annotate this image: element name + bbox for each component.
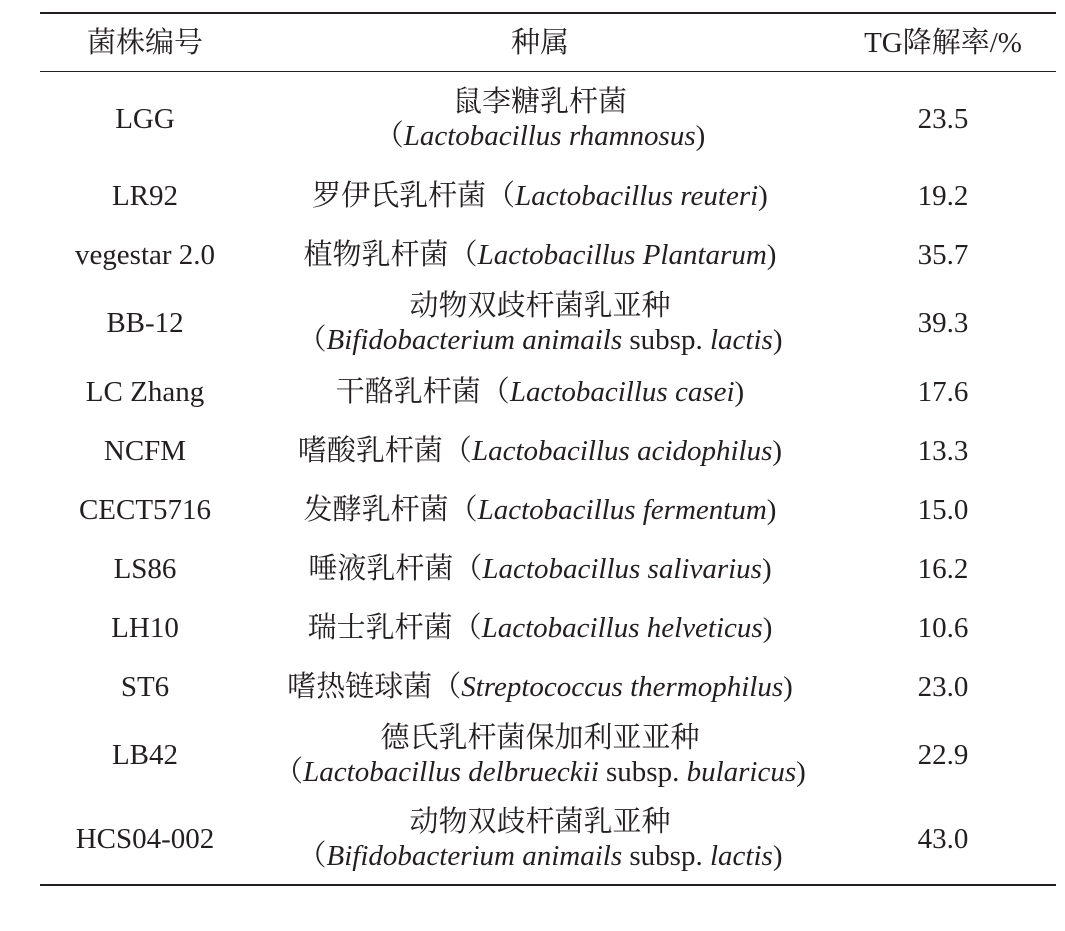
strain-id: CECT5716 bbox=[78, 493, 212, 526]
subspecies-marker: subsp. bbox=[598, 756, 687, 788]
latin-subspecies: bularicus bbox=[686, 756, 797, 788]
latin-name: Lactobacillus acidophilus bbox=[471, 434, 773, 467]
species-latin bbox=[250, 323, 830, 357]
species-chinese: 罗伊氏乳杆菌 bbox=[312, 179, 487, 212]
latin-name: Lactobacillus reuteri bbox=[515, 179, 759, 212]
latin-subspecies: lactis bbox=[709, 840, 773, 872]
species-latin bbox=[453, 612, 773, 644]
latin-name: Lactobacillus salivarius bbox=[482, 552, 762, 585]
table-row bbox=[40, 480, 1056, 539]
latin-name: Lactobacillus Plantarum bbox=[477, 238, 767, 271]
latin-name: Streptococcus thermophilus bbox=[461, 670, 784, 703]
latin-genus-species: Bifidobacterium animails bbox=[326, 840, 623, 872]
tg-rate: 39.3 bbox=[917, 307, 969, 339]
latin-name: Lactobacillus fermentum bbox=[477, 493, 767, 526]
species-latin bbox=[443, 435, 782, 467]
strain-id: LC Zhang bbox=[85, 375, 205, 408]
tg-rate: 35.7 bbox=[917, 238, 969, 271]
table-row bbox=[40, 166, 1056, 225]
subspecies-marker: subsp. bbox=[622, 840, 710, 872]
species-cell bbox=[250, 539, 830, 598]
species-chinese: 动物双歧杆菌乳亚种 bbox=[409, 806, 671, 838]
species-chinese: 德氏乳杆菌保加利亚亚种 bbox=[380, 722, 700, 754]
species-latin bbox=[481, 376, 744, 408]
species-chinese: 嗜热链球菌 bbox=[287, 670, 433, 703]
species-latin bbox=[449, 239, 777, 271]
latin-genus-species: Bifidobacterium animails bbox=[326, 324, 623, 356]
tg-rate: 23.5 bbox=[917, 103, 969, 135]
species-latin bbox=[449, 494, 777, 526]
tg-rate: 22.9 bbox=[917, 739, 969, 771]
header-strain-id: 菌株编号 bbox=[86, 26, 203, 59]
species-chinese: 嗜酸乳杆菌 bbox=[297, 434, 443, 467]
latin-name: Lactobacillus rhamnosus bbox=[403, 120, 696, 152]
species-cell bbox=[250, 284, 830, 362]
species-latin bbox=[250, 755, 830, 789]
table-body bbox=[40, 72, 1056, 886]
species-cell bbox=[250, 166, 830, 225]
header-tg-rate: TG降解率/% bbox=[864, 26, 1022, 59]
strain-id: LS86 bbox=[113, 552, 177, 585]
table-row bbox=[40, 72, 1056, 167]
table-row bbox=[40, 539, 1056, 598]
tg-rate: 13.3 bbox=[917, 434, 969, 467]
species-cell bbox=[250, 72, 830, 167]
strain-id: NCFM bbox=[103, 434, 187, 467]
latin-genus-species: Lactobacillus delbrueckii bbox=[303, 756, 599, 788]
species-cell bbox=[250, 657, 830, 716]
strain-id: LH10 bbox=[111, 611, 179, 644]
species-chinese: 干酪乳杆菌 bbox=[335, 375, 481, 408]
tg-rate: 15.0 bbox=[917, 493, 969, 526]
species-cell bbox=[250, 598, 830, 657]
species-chinese: 瑞士乳杆菌 bbox=[307, 611, 453, 644]
table-row bbox=[40, 362, 1056, 421]
species-latin bbox=[453, 553, 771, 585]
table-row bbox=[40, 657, 1056, 716]
species-chinese: 植物乳杆菌 bbox=[303, 238, 449, 271]
species-cell bbox=[250, 480, 830, 539]
header-species: 种属 bbox=[510, 26, 569, 59]
table-row bbox=[40, 794, 1056, 885]
subspecies-marker: subsp. bbox=[622, 324, 710, 356]
header-row bbox=[40, 13, 1056, 72]
species-chinese: 鼠李糖乳杆菌 bbox=[452, 86, 627, 118]
table-header bbox=[40, 13, 1056, 72]
species-cell bbox=[250, 362, 830, 421]
table-row bbox=[40, 716, 1056, 794]
table-row bbox=[40, 284, 1056, 362]
species-chinese: 唾液乳杆菌 bbox=[308, 552, 454, 585]
latin-name: Lactobacillus casei bbox=[509, 375, 735, 408]
species-latin bbox=[432, 671, 793, 703]
species-cell bbox=[250, 794, 830, 885]
tg-rate: 19.2 bbox=[917, 179, 969, 212]
table-row bbox=[40, 598, 1056, 657]
strain-id: BB-12 bbox=[106, 307, 184, 339]
table-row bbox=[40, 421, 1056, 480]
strain-id: LR92 bbox=[111, 179, 179, 212]
table-row bbox=[40, 225, 1056, 284]
latin-name: Lactobacillus helveticus bbox=[481, 611, 763, 644]
species-cell bbox=[250, 225, 830, 284]
strain-id: ST6 bbox=[120, 670, 170, 703]
species-latin bbox=[250, 119, 830, 153]
tg-rate: 10.6 bbox=[917, 611, 969, 644]
strain-id: LB42 bbox=[111, 739, 179, 771]
strain-id: LGG bbox=[115, 103, 175, 135]
strain-id: vegestar 2.0 bbox=[74, 238, 216, 271]
tg-rate: 16.2 bbox=[917, 552, 969, 585]
species-chinese: 动物双歧杆菌乳亚种 bbox=[409, 290, 671, 322]
species-chinese: 发酵乳杆菌 bbox=[303, 493, 449, 526]
strain-id: HCS04-002 bbox=[75, 823, 215, 855]
tg-rate: 43.0 bbox=[917, 823, 969, 855]
species-latin bbox=[250, 839, 830, 873]
tg-rate: 17.6 bbox=[917, 375, 969, 408]
strain-degradation-table bbox=[40, 12, 1056, 886]
latin-subspecies: lactis bbox=[709, 324, 773, 356]
tg-rate: 23.0 bbox=[917, 670, 969, 703]
species-latin bbox=[486, 180, 768, 212]
species-cell bbox=[250, 716, 830, 794]
species-cell bbox=[250, 421, 830, 480]
